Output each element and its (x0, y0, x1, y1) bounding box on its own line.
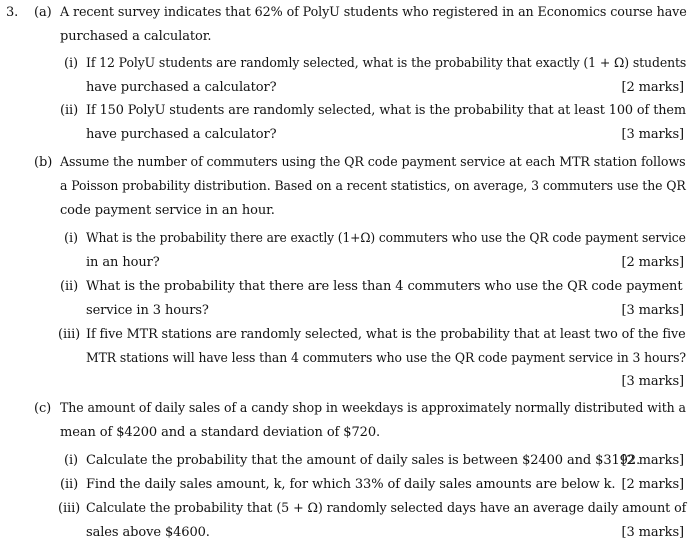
item-line: Calculate the probability that the amount of daily sales is between $2400 and $3192. (86, 453, 641, 468)
item-label: (iii) (58, 501, 81, 516)
marks-label: [2 marks] (621, 477, 684, 492)
item-label: (ii) (60, 103, 79, 118)
part-intro-line: mean of $4200 and a standard deviation of $720. (60, 425, 381, 440)
part-label: (c) (34, 401, 52, 416)
question-number: 3. (6, 5, 19, 20)
item-line: What is the probability there are exactly (1+Ω) commuters who use the QR code payment service (86, 231, 686, 246)
item-line: MTR stations will have less than 4 commuters who use the QR code payment service in 3 hours? (86, 351, 686, 366)
item-line: in an hour? (86, 255, 160, 270)
item-line: If 150 PolyU students are randomly selected, what is the probability that at least 100 of them (86, 103, 686, 118)
item-label: (iii) (58, 327, 81, 342)
part-intro-line: A recent survey indicates that 62% of PolyU students who registered in an Economics course have (60, 5, 687, 20)
item-label: (i) (64, 231, 79, 246)
part-intro-line: purchased a calculator. (60, 29, 212, 44)
part-label: (a) (34, 5, 52, 20)
item-line: What is the probability that there are less than 4 commuters who use the QR code payment (86, 279, 683, 294)
marks-label: [2 marks] (621, 255, 684, 270)
item-line: If five MTR stations are randomly selected, what is the probability that at least two of the five (86, 327, 686, 342)
item-label: (i) (64, 56, 79, 71)
part-label: (b) (34, 155, 53, 170)
marks-label: [3 marks] (621, 303, 684, 318)
item-line: sales above $4600. (86, 525, 210, 540)
part-intro-line: code payment service in an hour. (60, 203, 275, 218)
marks-label: [3 marks] (621, 374, 684, 389)
part-intro-line: a Poisson probability distribution. Based on a recent statistics, on average, 3 commuters use the QR (60, 179, 686, 194)
marks-label: [3 marks] (621, 525, 684, 540)
item-label: (ii) (60, 477, 79, 492)
marks-label: [3 marks] (621, 127, 684, 142)
item-line: If 12 PolyU students are randomly selected, what is the probability that exactly (1 + Ω) students (86, 56, 687, 71)
item-line: Calculate the probability that (5 + Ω) randomly selected days have an average daily amount of (86, 501, 687, 516)
item-line: service in 3 hours? (86, 303, 209, 318)
item-line: Find the daily sales amount, k, for which 33% of daily sales amounts are below k. (86, 477, 616, 492)
item-line: have purchased a calculator? (86, 80, 277, 95)
part-intro-line: Assume the number of commuters using the QR code payment service at each MTR station follows (60, 155, 686, 170)
marks-label: [2 marks] (621, 80, 684, 95)
item-line: have purchased a calculator? (86, 127, 277, 142)
item-label: (i) (64, 453, 79, 468)
marks-label: [2 marks] (621, 453, 684, 468)
item-label: (ii) (60, 279, 79, 294)
part-intro-line: The amount of daily sales of a candy shop in weekdays is approximately normally distributed with a (60, 401, 686, 416)
